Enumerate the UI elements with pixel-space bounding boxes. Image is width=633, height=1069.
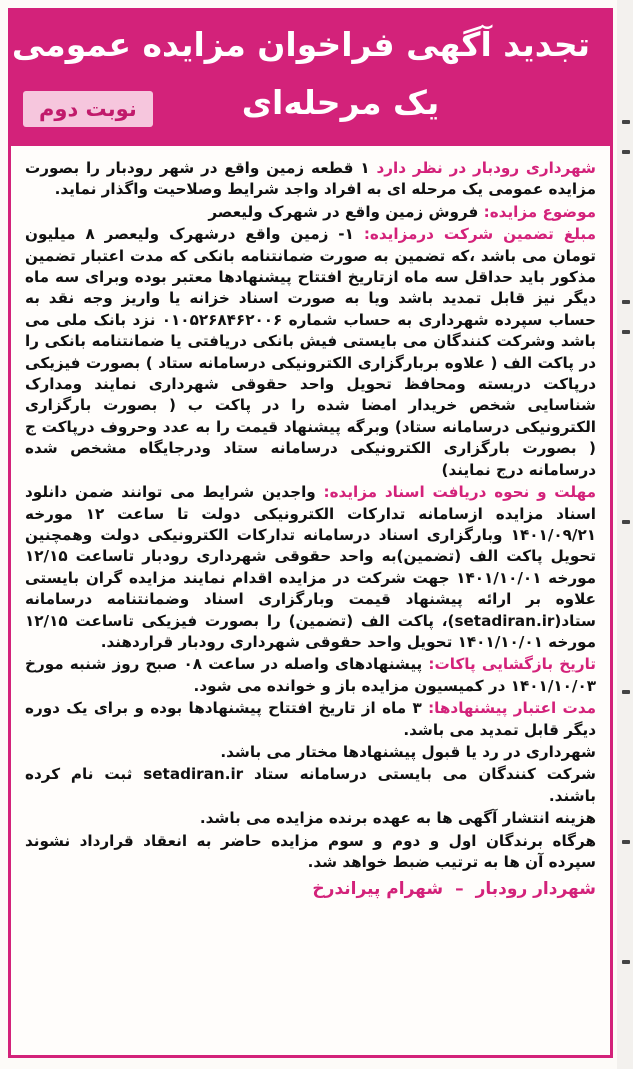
paragraph-text: شرکت کنندگان می بایستی درسامانه ستاد setadiran.ir ثبت نام کرده باشند. [25,765,596,805]
paragraph-lead: شهرداری رودبار در نظر دارد [376,159,596,177]
signer-role: شهردار رودبار [475,879,596,900]
paragraph-guarantee [25,224,596,481]
paragraph-lead: مدت اعتبار پیشنهادها: [428,699,596,718]
paragraph-subject [25,202,596,223]
edge-text-fragment [622,330,630,334]
paragraph-deadline [25,482,596,653]
paragraph-lead: موضوع مزایده: [483,202,596,221]
paragraph-text: هزینه انتشار آگهی ها به عهده برنده مزایده می باشد. [199,809,596,828]
paragraph-text: فروش زمین واقع در شهرک ولیعصر [208,202,484,221]
paragraph-opening-date [25,654,596,697]
announcement-header [11,11,610,146]
paragraph-lead: مهلت و نحوه دریافت اسناد مزایده: [323,483,597,502]
paragraph-lead: تاریخ بازگشایی پاکات: [428,655,597,674]
edge-text-fragment [622,520,630,524]
announcement-body [11,146,610,901]
signature-dash: – [455,879,464,900]
paragraph-text: ۱ قطعه زمین واقع در شهر رودبار را بصورت مزایده عمومی یک مرحله ای به افراد واجد شرایط وصلاحیت واگذار نماید. [25,159,596,199]
edge-text-fragment [622,150,630,154]
edge-text-fragment [622,960,630,964]
paragraph-text: شهرداری در رد یا قبول پیشنهادها مختار می باشد. [220,742,596,761]
paragraph-text: ۱- زمین واقع درشهرک ولیعصر ۸ میلیون تومان می باشد ،که تضمین به صورت ضمانتنامه بانکی که مدت اعتبار تضمین مذکور باید حداقل سه ماه ازتاریخ افتتاح پیشنهادها معتبر بوده وبرای سه ماه دیگر نیز قابل تمدید باشد ویا به صورت اسناد خزانه یا واریز وجه نقد به حساب سپرده شهرداری به حساب شماره ۰۱۰۵۲۶۸۴۶۲۰۰۶ نزد بانک ملی می باشد وشرکت کنندگان می بایستی فیش بانکی دریافتی یا ضمانتنامه بانکی را در پاکت الف ( علاوه بربارگزاری الکترونیکی درسامانه ستاد ) بصورت فیزیکی درپاکت دربسته ومحافظ تحویل واحد حقوقی شهرداری نمایند ومدارک شناسایی شخص خریدار امضا شده را در پاکت ب ( بصورت بارگزاری الکترونیکی درسامانه ستاد) وبرگه پیشنهاد قیمت را به عدد وحروف درپاکت ج ( بصورت بارگزاری الکترونیکی درسامانه ستاد ودرجایگاه مشخص شده درسامانه درج نمایند) [25,225,596,479]
paragraph-lead: مبلغ تضمین شرکت درمزایده: [363,225,596,244]
paragraph-note [25,808,596,829]
paragraph-text: پیشنهادهای واصله در ساعت ۰۸ صبح روز شنبه مورخ ۱۴۰۱/۱۰/۰۳ در کمیسیون مزایده باز و خوانده می شود. [25,655,596,695]
paragraph-note [25,764,596,807]
edge-text-fragment [622,690,630,694]
paragraph-text: ۳ ماه از تاریخ افتتاح پیشنهادها بوده و برای یک دوره دیگر قابل تمدید می باشد. [25,699,596,739]
announcement-subtitle: یک مرحله‌ای [241,83,440,122]
paragraph-intro [25,158,596,201]
adjacent-column-edge [617,0,633,1069]
paragraph-validity [25,698,596,741]
edge-text-fragment [622,120,630,124]
paragraph-text: هرگاه برندگان اول و دوم و سوم مزایده حاضر به انعقاد قرارداد نشوند سپرده آن ها به ترتیب ضبط خواهد شد. [25,831,596,871]
paragraph-note [25,831,596,874]
edge-text-fragment [622,300,630,304]
signer-name: شهرام پیراندرخ [312,879,444,900]
announcement-box [8,8,613,1058]
paragraph-note [25,742,596,763]
round-badge: نوبت دوم [23,91,153,127]
signature-line [25,879,596,900]
announcement-title: تجدید آگهی فراخوان مزایده عمومی [11,25,590,64]
paragraph-text: واجدین شرایط می توانند ضمن دانلود اسناد مزایده ازسامانه تدارکات الکترونیکی دولت تا ساعت ۱۲ مورخه ۱۴۰۱/۰۹/۲۱ وبارگزاری اسناد درسامانه تدارکات الکترونیکی دولت وهمچنین تحویل پاکت الف (تضمین)به واحد حقوقی شهرداری رودبار تاساعت ۱۲/۱۵ مورخه ۱۴۰۱/۱۰/۰۱ جهت شرکت در مزایده اقدام نمایند مزایده گران بایستی علاوه بر ارائه پیشنهاد قیمت وبارگزاری اسناد وضمانتنامه درسامانه ستاد(setadiran.ir)، پاکت الف (تضمین) را بصورت فیزیکی تاساعت ۱۲/۱۵ مورخه ۱۴۰۱/۱۰/۰۱ تحویل واحد حقوقی شهرداری رودبار قراردهند. [25,483,597,651]
edge-text-fragment [622,840,630,844]
